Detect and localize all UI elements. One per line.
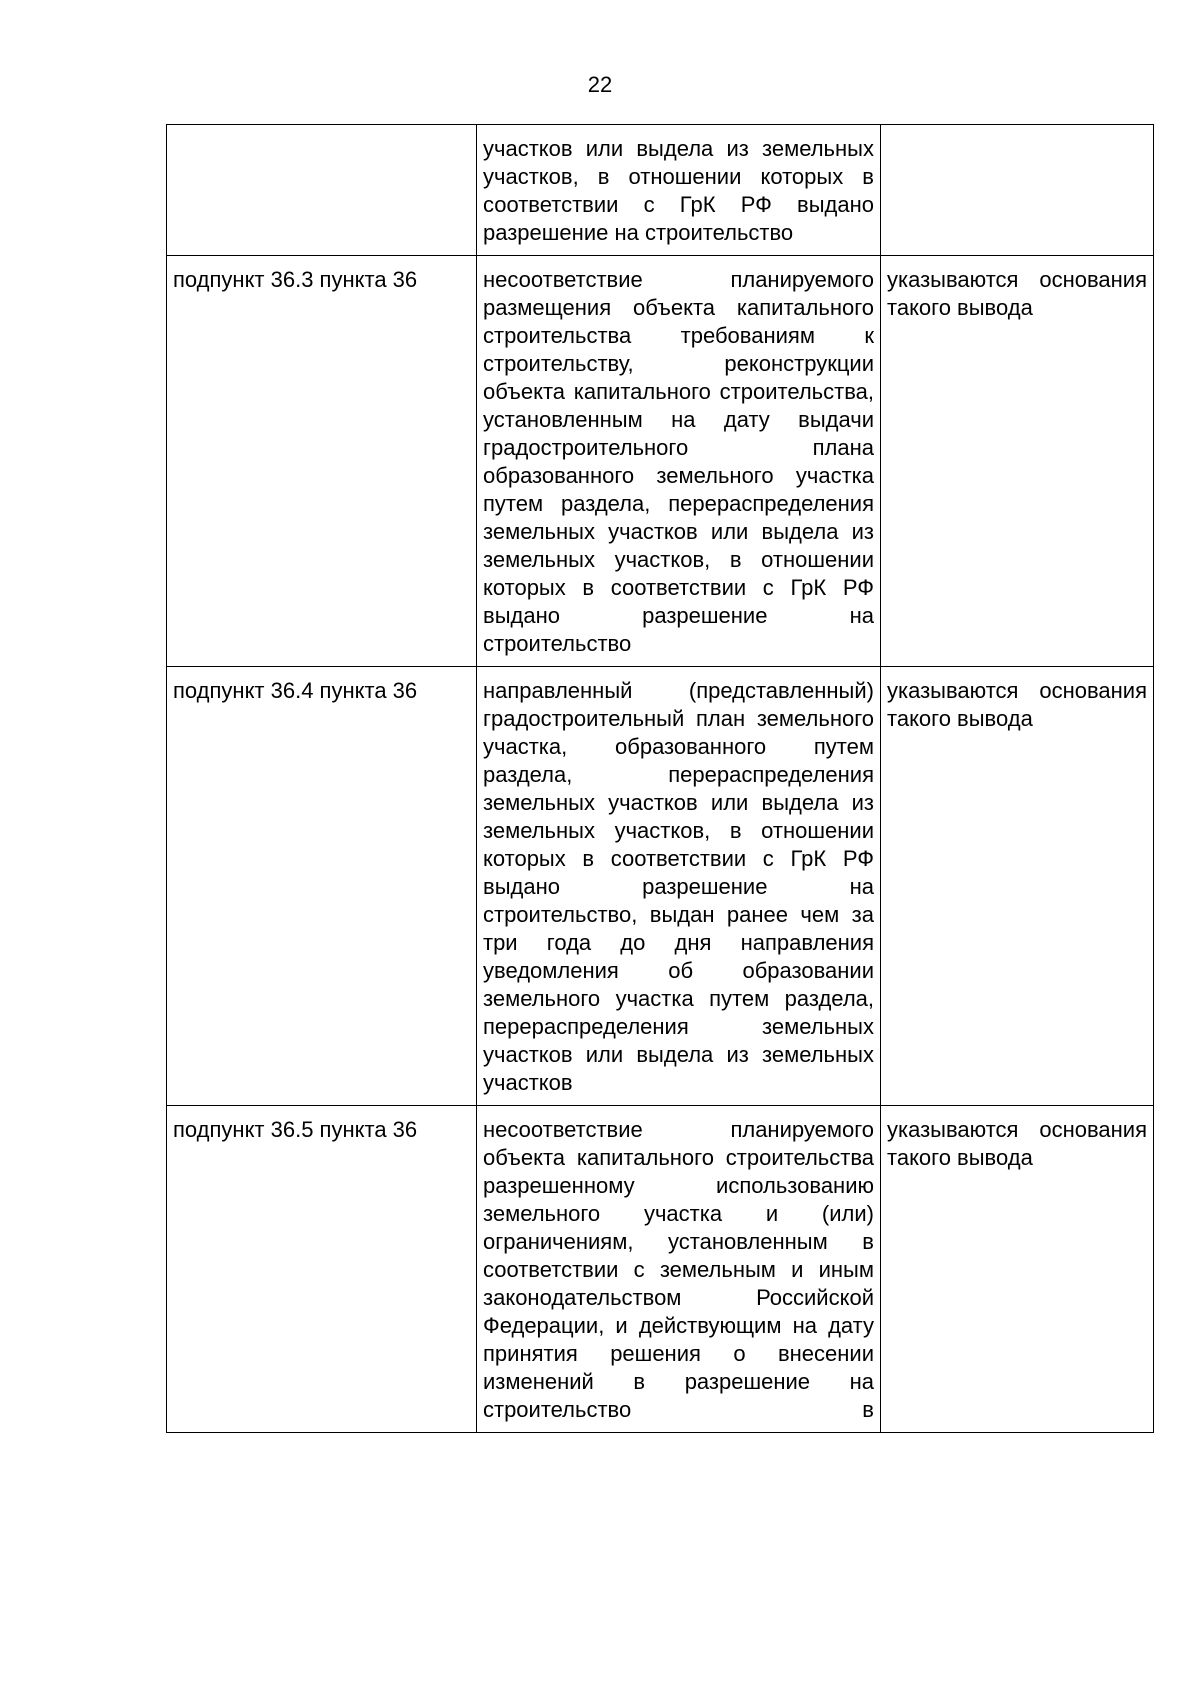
- reason-cell: [477, 1106, 881, 1433]
- note-cell: [881, 125, 1154, 256]
- note-cell: указываются основания такого вывода: [881, 1106, 1154, 1433]
- note-cell: указываются основания такого вывода: [881, 256, 1154, 667]
- grounds-table: [166, 124, 1154, 1433]
- basis-cell: подпункт 36.5 пункта 36: [167, 1106, 477, 1433]
- table-row: [167, 667, 1154, 1106]
- basis-cell: подпункт 36.4 пункта 36: [167, 667, 477, 1106]
- reason-text: несоответствие планируемого объекта капитального строительства разрешенному использованию земельного участка и (или) ограничениям, установленным в соответствии с земельным и иным законодательством Российской Федерации, и действующим на дату принятия решения о внесении изменений в разрешение на строительство в: [483, 1117, 874, 1422]
- table-row: [167, 1106, 1154, 1433]
- table-row: [167, 256, 1154, 667]
- table-row: [167, 125, 1154, 256]
- page-number: 22: [587, 72, 613, 97]
- reason-cell: несоответствие планируемого размещения объекта капитального строительства требованиям к строительству, реконструкции объекта капитального строительства, установленным на дату выдачи градостроительного плана образованного земельного участка путем раздела, перераспределения земельных участков или выдела из земельных участков, в отношении которых в соответствии с ГрК РФ выдано разрешение на строительство: [477, 256, 881, 667]
- reason-cell: направленный (представленный) градостроительный план земельного участка, образованного путем раздела, перераспределения земельных участков или выдела из земельных участков, в отношении которых в соответствии с ГрК РФ выдано разрешение на строительство, выдан ранее чем за три года до дня направления уведомления об образовании земельного участка путем раздела, перераспределения земельных участков или выдела из земельных участков: [477, 667, 881, 1106]
- reason-cell: участков или выдела из земельных участков, в отношении которых в соответствии с ГрК РФ выдано разрешение на строительство: [477, 125, 881, 256]
- basis-cell: [167, 125, 477, 256]
- basis-cell: подпункт 36.3 пункта 36: [167, 256, 477, 667]
- note-cell: указываются основания такого вывода: [881, 667, 1154, 1106]
